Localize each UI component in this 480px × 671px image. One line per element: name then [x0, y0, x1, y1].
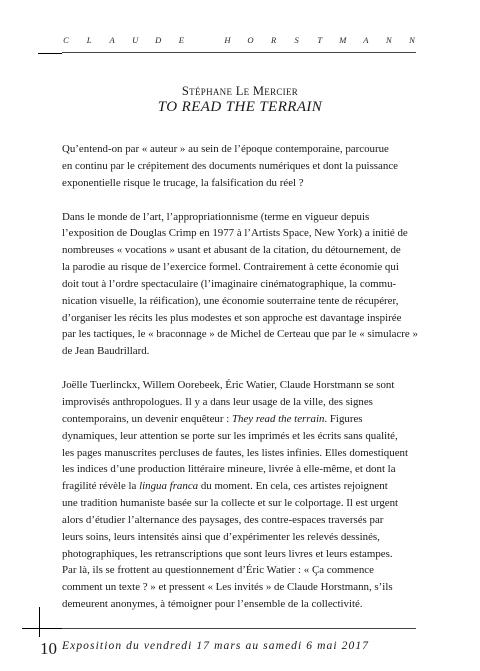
text-line [62, 158, 416, 175]
text-line [62, 225, 416, 242]
running-head-letter: L [86, 35, 92, 45]
text-line [62, 259, 416, 276]
text-segment: demeurent anonymes, à témoigner pour l’ensemble de la collectivité. [62, 598, 363, 611]
author-name: Stéphane Le Mercier [181, 84, 299, 98]
running-head-letter: A [109, 35, 115, 45]
running-head-letter: U [132, 35, 139, 45]
body-text [62, 141, 416, 630]
text-line [62, 293, 416, 310]
running-head-letter: M [339, 35, 347, 45]
text-line [62, 529, 416, 546]
page-number: 10 [40, 639, 57, 658]
running-head-letter: T [317, 35, 323, 45]
text-segment: exponentielle risque le trucage, la falsification du réel ? [62, 176, 304, 189]
running-head-letter: A [363, 35, 369, 45]
running-head-letter: N [386, 35, 392, 45]
running-head [62, 34, 416, 46]
crop-mark-bottom-left-vertical [39, 607, 40, 637]
text-line [62, 310, 416, 327]
text-segment: doit tout à l’ordre spectaculaire (l’imaginaire cinématographique, la commu- [62, 277, 397, 290]
running-head-letter: S [294, 35, 299, 45]
text-segment: nombreuses « vocations » usant et abusant de la citation, du détournement, de [62, 244, 401, 257]
paragraph [62, 377, 416, 613]
text-line [62, 411, 416, 428]
italic-phrase: lingua franca [139, 480, 199, 493]
crop-mark-top-left [38, 53, 62, 54]
text-line [62, 209, 416, 226]
text-line [62, 326, 416, 343]
text-segment: dynamiques, leur attention se porte sur les imprimés et les écrits sans qualité, [62, 429, 398, 442]
text-line [62, 461, 416, 478]
header-rule [62, 52, 416, 53]
text-line [62, 276, 416, 293]
text-line [62, 478, 416, 495]
text-segment: Joëlle Tuerlinckx, Willem Oorebeek, Éric Watier, Claude Horstmann se sont [62, 379, 395, 392]
text-segment: photographiques, les retranscriptions que sont leurs livres et leurs estampes. [62, 547, 393, 560]
text-line [62, 512, 416, 529]
text-segment: en continu par le crépitement des documents numériques et dont la puissance [62, 159, 398, 172]
paragraph [62, 209, 416, 361]
text-segment: nication visuelle, la réification), une économie souterraine tente de récupérer, [62, 294, 399, 307]
text-line [62, 242, 416, 259]
text-line [62, 546, 416, 563]
text-line [62, 579, 416, 596]
text-line [62, 377, 416, 394]
text-line [62, 141, 416, 158]
running-head-letter: E [178, 35, 184, 45]
text-line [62, 428, 416, 445]
text-segment: comment un texte ? » et pressent « Les invités » de Claude Horstmann, s’ils [62, 581, 393, 594]
running-head-letter: D [155, 35, 162, 45]
text-line [62, 495, 416, 512]
text-line [62, 562, 416, 579]
text-line [62, 175, 416, 192]
text-segment: alors d’étudier l’alternance des paysages, des contre-espaces traversés par [62, 513, 384, 526]
text-segment: du moment. En cela, ces artistes rejoignent [198, 480, 388, 493]
text-segment: fragilité révèle la [62, 480, 140, 493]
text-segment: la parodie au risque de l’exercice formel. Contrairement à cette économie qui [62, 261, 399, 274]
text-segment: de Jean Baudrillard. [62, 345, 150, 358]
text-segment: Dans le monde de l’art, l’appropriationnisme (terme en vigueur depuis [62, 210, 370, 223]
text-segment: l’exposition de Douglas Crimp en 1977 à l’Artists Space, New York) a initié de [62, 227, 408, 240]
paragraph [62, 141, 416, 192]
running-head-letter: R [270, 35, 277, 45]
text-line [62, 343, 416, 360]
italic-phrase: They read the terrain [231, 412, 325, 425]
text-segment: improvisés anthropologues. Il y a dans leur usage de la ville, des signes [62, 395, 373, 408]
text-segment: les indices d’une production littéraire mineure, livrée à elle-même, et dont la [62, 463, 396, 476]
text-segment: les pages manuscrites percluses de fautes, les listes infinies. Elles domestiquent [62, 446, 408, 459]
text-segment: d’organiser les récits les plus modestes et son approche est davantage inspirée [62, 311, 402, 324]
text-segment: leurs soins, leurs intensités ainsi que d’expérimenter les relevés dessinés, [62, 530, 380, 543]
text-segment: une tradition humaniste basée sur la collecte et sur le colportage. Il est urgent [62, 497, 399, 510]
exhibition-dates: Exposition du vendredi 17 mars au samedi 6 mai 2017 [62, 640, 370, 652]
footer-rule [62, 628, 416, 629]
running-head-letter: O [247, 35, 254, 45]
text-segment: Par là, ils se frottent au questionnement d’Éric Watier : « Ça commence [62, 564, 374, 577]
crop-mark-bottom-left-horizontal [22, 628, 62, 629]
text-line [62, 394, 416, 411]
article-title: TO READ THE TERRAIN [157, 99, 323, 115]
text-segment: Qu’entend-on par « auteur » au sein de l’époque contemporaine, parcourue [62, 143, 389, 155]
text-segment: contemporains, un devenir enquêteur : [62, 412, 232, 425]
text-segment: par les tactiques, le « braconnage » de Michel de Certeau que par le « simulacre » [62, 328, 418, 341]
text-line [62, 596, 416, 613]
text-line [62, 445, 416, 462]
running-head-letter: C [63, 35, 69, 45]
running-head-letter: H [224, 35, 231, 45]
text-segment: . Figures [324, 412, 363, 425]
running-head-letter: N [409, 35, 415, 45]
